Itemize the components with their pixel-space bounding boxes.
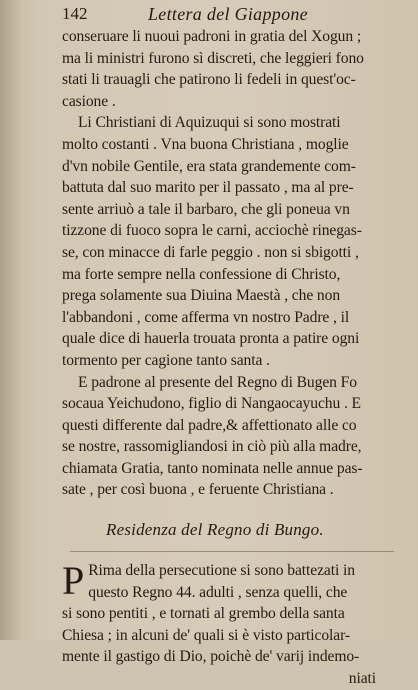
- page-header: [62, 4, 412, 26]
- text-line: ma li ministri furono sì discreti, che leggieri fono: [62, 49, 364, 67]
- text-line: l'abbandoni , come afferma vn nostro Padre , il: [62, 308, 350, 326]
- text-line: socaua Yeichudono, figlio di Nangaocayuchu . E: [62, 395, 361, 413]
- text-line: ma forte sempre nella confessione di Christo,: [62, 265, 341, 283]
- text-line: E padrone al presente del Regno di Bugen Fo: [78, 373, 357, 391]
- text-line: d'vn nobile Gentile, era stata grandemente com-: [62, 157, 356, 175]
- text-line: Chiesa ; in alcuni de' quali si è visto particolar-: [62, 626, 350, 644]
- text-line: casione .: [62, 92, 116, 110]
- text-line: chiamata Gratia, tanto nominata nelle annue pas-: [62, 459, 363, 477]
- text-line: battuta dal suo marito per il passato , ma al pre-: [62, 179, 354, 197]
- paragraph-3: [62, 372, 412, 502]
- divider: [70, 551, 394, 552]
- text-line: stati li trauagli che patirono li fedeli in quest'oc-: [62, 71, 356, 89]
- drop-cap: P: [62, 558, 85, 604]
- paragraph-1: [62, 26, 412, 112]
- page-text: [62, 4, 412, 690]
- text-line: niati: [348, 670, 376, 688]
- text-line: molto costanti . Vna buona Christiana , moglie: [62, 135, 349, 153]
- text-line: prega solamente sua Diuina Maestà , che non: [62, 287, 341, 305]
- spacer: [62, 501, 412, 517]
- text-line: se, con minacce di farle peggio . non si sbigotti ,: [62, 243, 359, 261]
- text-line: conseruare li nuoui padroni in gratia del Xogun ;: [62, 28, 362, 45]
- paragraph-4: [62, 560, 412, 690]
- text-line: tizzone di fuoco sopra le carni, acciochè rinegas-: [62, 222, 362, 240]
- paragraph-2: [62, 112, 412, 371]
- text-line: questo Regno 44. adulti , senza quelli, che: [88, 583, 348, 601]
- text-line: Rima della persecutione si sono battezati in: [88, 562, 355, 580]
- running-title: Lettera del Giappone: [148, 4, 308, 24]
- text-line: sate , per così buona , e feruente Christiana .: [62, 481, 334, 499]
- text-line: se nostre, rassomigliandosi in ciò più alla madre,: [62, 438, 362, 456]
- text-line: mente il gastigo di Dio, poichè de' varij indemo-: [62, 648, 360, 666]
- text-line: si sono pentiti , e tornati al grembo della santa: [62, 605, 345, 623]
- page-number: 142: [62, 4, 88, 23]
- text-line: quale dice di hauerla trouata pronta a patire ogni: [62, 330, 360, 348]
- text-line: tormento per cagione tanto santa .: [62, 351, 270, 369]
- text-line: Li Christiani di Aquizuqui si sono mostrati: [78, 114, 341, 132]
- section-heading: Residenza del Regno di Bungo.: [106, 520, 324, 540]
- text-line: questi differente dal padre,& affettionato alle co: [62, 416, 357, 434]
- text-line: sente arriuò a tale il barbaro, che gli poneua vn: [62, 200, 350, 218]
